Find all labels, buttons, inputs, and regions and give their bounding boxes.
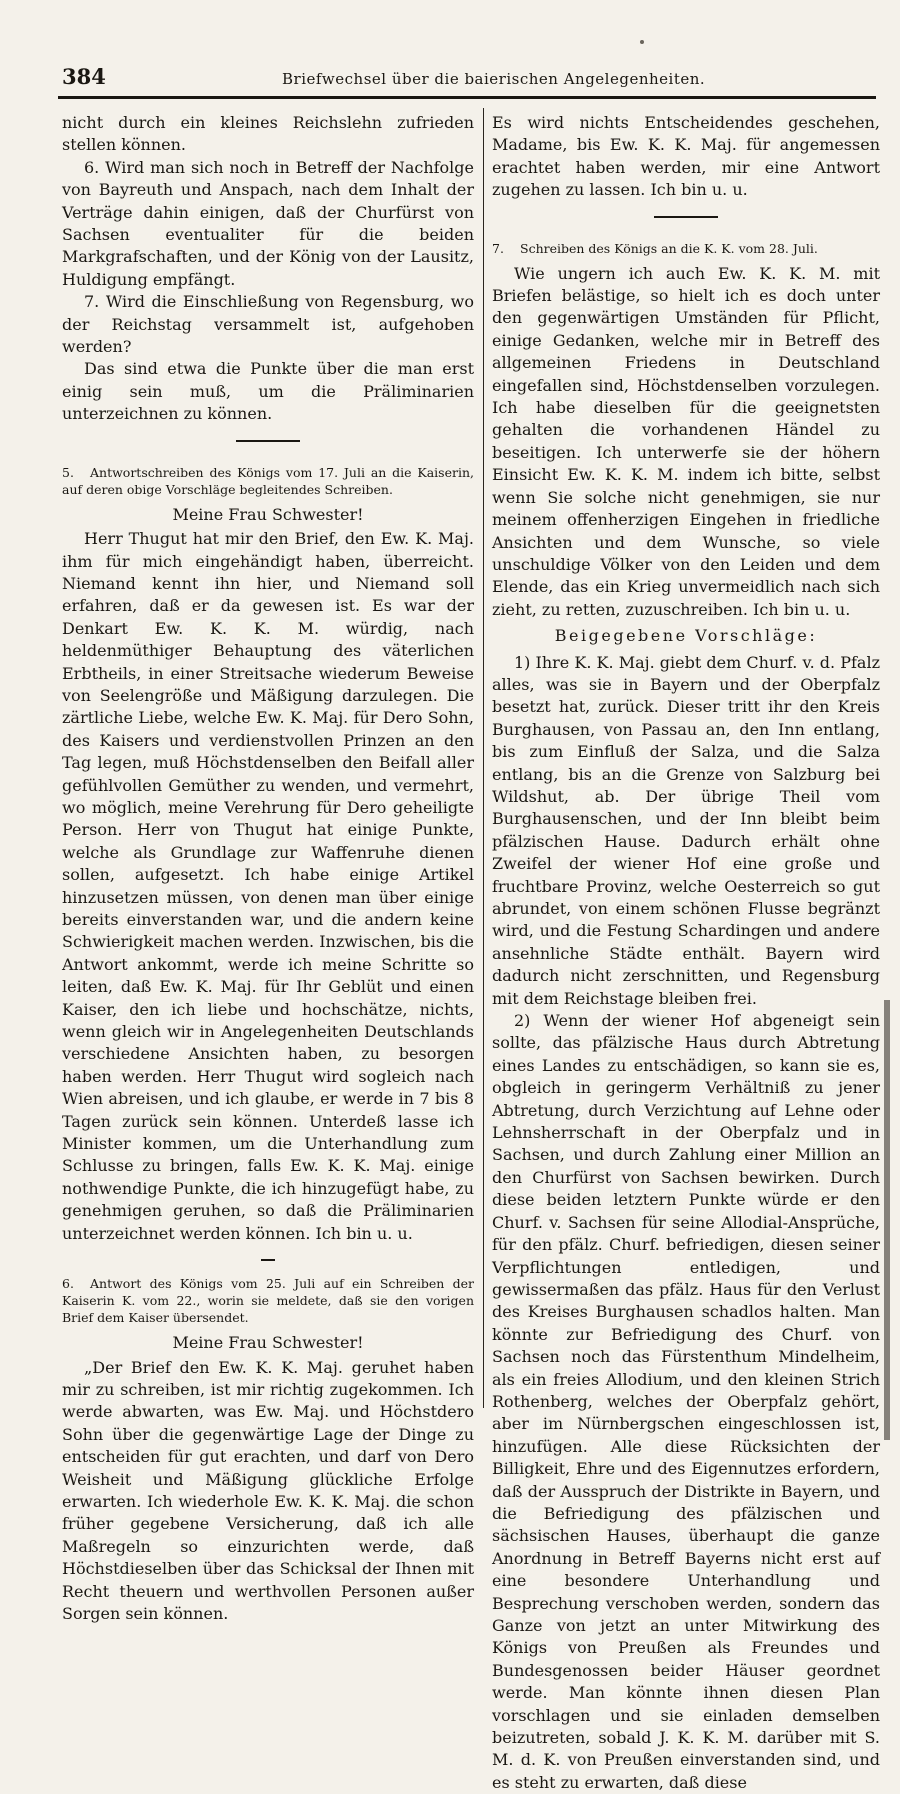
column-divider (483, 108, 484, 1408)
section-heading-text: Antwort des Königs vom 25. Juli auf ein Schreiben der Kaiserin K. vom 22., worin sie meldete, daß sie den vorigen Brief dem Kaiser übersendet. (62, 1276, 474, 1326)
proposals-heading: Beigegebene Vorschläge: (554, 626, 818, 646)
paragraph: Es wird nichts Entscheidendes geschehen, Madame, bis Ew. K. K. Maj. für angemessen erachtet haben werden, mir eine Antwort zugehen zu lassen. Ich bin u. u. (492, 113, 880, 200)
paragraph: 7. Wird die Einschließung von Regensburg, wo der Reichstag versammelt ist, aufgehoben werden? (62, 292, 474, 357)
section-heading (62, 1275, 474, 1326)
section-separator (236, 440, 300, 442)
proposal-item: 1) Ihre K. K. Maj. giebt dem Churf. v. d. Pfalz alles, was sie in Bayern und der Oberpfalz besetzt hat, zurück. Dieser tritt ihr den Kreis Burghausen, von Passau an, den Inn entlang, bis zum Einfluß der Salza, und die Salza entlang, bis an die Grenze von Salzburg bei Wildshut, ab. Der übrige Theil vom Burghausenschen, und der Inn bleibt beim pfälzischen Hause. Dadurch erhält ohne Zweifel der wiener Hof eine große und fruchtbare Provinz, welche Oesterreich so gut abrundet, von einem schönen Flusse begränzt wird, und die Festung Schardingen und andere ansehnliche Städte enthält. Bayern wird dadurch nicht zerschnitten, und Regensburg mit dem Reichstage bleiben frei. (492, 652, 880, 1008)
section-number: 6. (62, 1276, 74, 1292)
section-heading (62, 464, 474, 498)
running-title: Briefwechsel über die baierischen Angelegenheiten. (282, 70, 706, 88)
section-number: 5. (62, 464, 74, 480)
paragraph: nicht durch ein kleines Reichslehn zufrieden stellen können. (62, 113, 474, 155)
salutation: Meine Frau Schwester! (172, 1333, 364, 1353)
section-separator (654, 216, 718, 218)
paragraph: Das sind etwa die Punkte über die man erst einig sein muß, um die Präliminarien unterzeichnen zu können. (62, 359, 474, 424)
paragraph: 6. Wird man sich noch in Betreff der Nachfolge von Bayreuth und Anspach, nach dem Inhalt der Verträge dahin einigen, daß der Churfürst von Sachsen eventualiter für die beiden Markgrafschaften, und der König von der Lausitz, Huldigung empfängt. (62, 157, 474, 289)
ink-speck (640, 40, 644, 44)
page-edge-shadow (884, 1000, 890, 1440)
section-heading-text: Antwortschreiben des Königs vom 17. Juli an die Kaiserin, auf deren obige Vorschläge begleitendes Schreiben. (62, 464, 474, 497)
letter-body: Wie ungern ich auch Ew. K. K. M. mit Briefen belästige, so hielt ich es doch unter den gegenwärtigen Umständen für Pflicht, einige Gedanken, welche mir in Betreff des allgemeinen Friedens in Deutschland eingefallen sind, Höchstdenselben vorzulegen. Ich habe dieselben für die geeignetsten gehalten die vorhandenen Händel zu beseitigen. Ich unterwerfe sie der höhern Einsicht Ew. K. K. M. indem ich bitte, selbst wenn Sie solche nicht genehmigen, sie nur meinem offenherzigen Eingehen in friedliche Ansichten und dem Wunsche, so viele unschuldige Völker von den Leiden und dem Elende, das ein Krieg unvermeidlich nach sich zieht, zu retten, zuzuschreiben. Ich bin u. u. (492, 263, 880, 619)
left-column (62, 112, 474, 1625)
running-head (62, 64, 872, 98)
proposal-item: 2) Wenn der wiener Hof abgeneigt sein sollte, das pfälzische Haus durch Abtretung eines Landes zu entschädigen, so kann sie es, obgleich in geringerm Verhältniß zu jener Abtretung, durch Verzichtung auf Lehne oder Lehnsherrschaft in der Oberpfalz und in Sachsen, und durch Zahlung einer Million an den Churfürst von Sachsen bewirken. Durch diese beiden letztern Punkte würde er den Churf. v. Sachsen für seine Allodial-Ansprüche, für den pfälz. Churf. befriedigen, diesen seiner Verpflichtungen entledigen, und gewissermaßen das pfälz. Haus für den Verlust des Kreises Burghausen schadlos halten. Man könnte zur Befriedigung des Churf. von Sachsen noch das Fürstenthum Mindelheim, als ein freies Allodium, und den kleinen Strich Rothenberg, welches der Oberpfalz gehört, aber im Nürnbergschen eingeschlossen ist, hinzufügen. Alle diese Rücksichten der Billigkeit, Ehre und des Eigennutzes erfordern, daß der Ausspruch der Distrikte in Bayern, und die Befriedigung des pfälzischen und sächsischen Hauses, überhaupt die ganze Anordnung in Betreff Bayerns nicht erst auf eine besondere Unterhandlung und Besprechung verschoben werden, sondern das Ganze von jetzt an unter Mitwirkung des Königs von Preußen als Freundes und Bundesgenossen beider Häuser geordnet werde. Man könnte ihnen diesen Plan vorschlagen und sie einladen demselben beizutreten, sobald J. K. K. M. darüber mit S. M. d. K. von Preußen einverstanden sind, und es steht zu erwarten, daß diese (492, 1011, 880, 1792)
section-separator (261, 1259, 275, 1261)
header-rule (58, 96, 876, 99)
letter-body: „Der Brief den Ew. K. K. Maj. geruhet haben mir zu schreiben, ist mir richtig zugekommen. Ich werde abwarten, was Ew. Maj. und Höchstdero Sohn über die gegenwärtige Lage der Dinge zu entscheiden für gut erachten, und darf von Dero Weisheit und Mäßigung glückliche Erfolge erwarten. Ich wiederhole Ew. K. K. Maj. die schon früher gegebene Versicherung, daß ich alle Maßregeln so einzurichten werde, daß Höchstdieselben über das Schicksal der Ihnen mit Recht theuern und werthvollen Personen außer Sorgen sein können. (62, 1357, 474, 1623)
section-number: 7. (492, 240, 504, 256)
letter-body: Herr Thugut hat mir den Brief, den Ew. K. Maj. ihm für mich eingehändigt haben, überreicht. Niemand kennt ihn hier, und Niemand soll erfahren, daß er da gewesen ist. Es war der Denkart Ew. K. K. M. würdig, nach heldenmüthiger Behauptung des väterlichen Erbtheils, in einer Streitsache wiederum Beweise von Seelengröße und Mäßigung darzulegen. Die zärtliche Liebe, welche Ew. K. Maj. für Dero Sohn, des Kaisers und verdienstvollen Prinzen an den Tag legen, muß Höchstdenselben den Beifall aller gefühlvollen Gemüther zu wenden, und vermehrt, wo möglich, meine Verehrung für Dero geheiligte Person. Herr von Thugut hat einige Punkte, welche als Grundlage zur Waffenruhe dienen sollen, aufgesetzt. Ich habe einige Artikel hinzusetzen müssen, von denen man über einige bereits einverstanden war, und die andern keine Schwierigkeit machen werden. Inzwischen, bis die Antwort ankommt, werde ich meine Schritte so leiten, daß Ew. K. Maj. für Ihr Geblüt und einen Kaiser, den ich liebe und hochschätze, nichts, wenn gleich wir in Angelegenheiten Deutschlands verschiedene Ansichten haben, zu besorgen haben werden. Herr Thugut wird sogleich nach Wien abreisen, und ich glaube, er werde in 7 bis 8 Tagen zurück sein können. Unterdeß lasse ich Minister kommen, um die Unterhandlung zum Schlusse zu bringen, falls Ew. K. K. Maj. einige nothwendige Punkte, die ich hinzugefügt habe, zu genehmigen geruhen, so daß die Präliminarien unterzeichnet werden können. Ich bin u. u. (62, 529, 474, 1243)
page-number: 384 (62, 64, 106, 89)
salutation: Meine Frau Schwester! (172, 504, 364, 524)
section-heading (492, 240, 880, 257)
right-column (492, 112, 880, 1794)
section-heading-text: Schreiben des Königs an die K. K. vom 28. Juli. (520, 240, 818, 256)
